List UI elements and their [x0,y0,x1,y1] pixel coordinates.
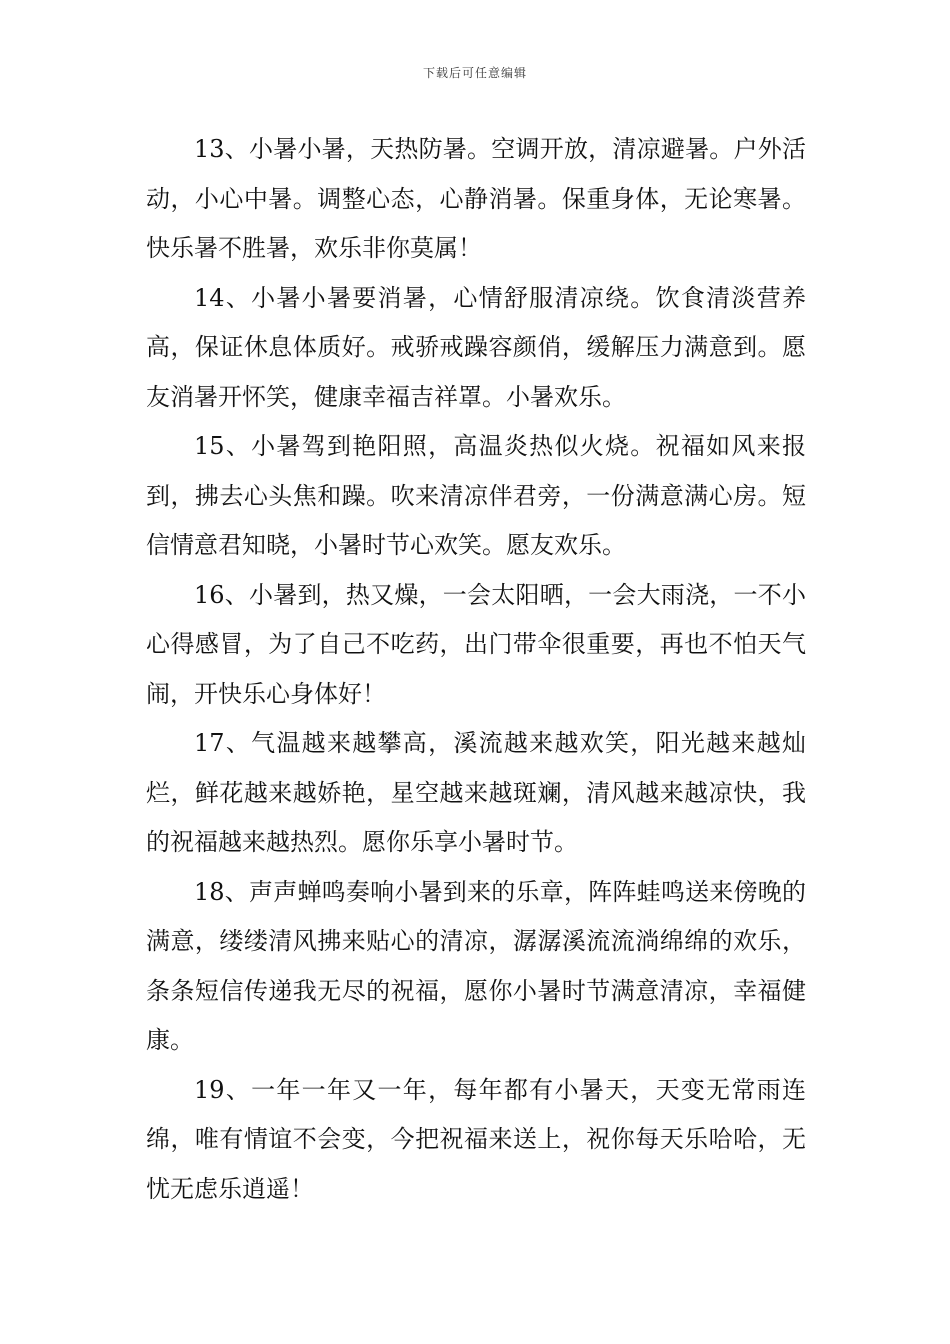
paragraph-19: 19、一年一年又一年，每年都有小暑天，天变无常雨连绵，唯有情谊不会变，今把祝福来送上，祝你每天乐哈哈，无忧无虑乐逍遥！ [146,1075,806,1203]
document-body [146,125,806,1214]
paragraph-16: 16、小暑到，热又燥，一会太阳晒，一会大雨浇，一不小心得感冒，为了自己不吃药，出门带伞很重要，再也不怕天气闹，开快乐心身体好！ [146,580,806,708]
paragraph-15: 15、小暑驾到艳阳照，高温炎热似火烧。祝福如风来报到，拂去心头焦和躁。吹来清凉伴君旁，一份满意满心房。短信情意君知晓，小暑时节心欢笑。愿友欢乐。 [146,432,806,559]
paragraph-14: 14、小暑小暑要消暑，心情舒服清凉绕。饮食清淡营养高，保证休息体质好。戒骄戒躁容颜俏，缓解压力满意到。愿友消暑开怀笑，健康幸福吉祥罩。小暑欢乐。 [146,283,806,411]
paragraph-13: 13、小暑小暑，天热防暑。空调开放，清凉避暑。户外活动，小心中暑。调整心态，心静消暑。保重身体，无论寒暑。快乐暑不胜暑，欢乐非你莫属！ [146,135,806,262]
paragraph-17: 17、气温越来越攀高，溪流越来越欢笑，阳光越来越灿烂，鲜花越来越娇艳，星空越来越斑斓，清风越来越凉快，我的祝福越来越热烈。愿你乐享小暑时节。 [146,729,806,856]
paragraph-18: 18、声声蝉鸣奏响小暑到来的乐章，阵阵蛙鸣送来傍晚的满意，缕缕清风拂来贴心的清凉，潺潺溪流流淌绵绵的欢乐，条条短信传递我无尽的祝福，愿你小暑时节满意清凉，幸福健康。 [146,877,806,1054]
page-header: 下载后可任意编辑 [422,66,527,80]
